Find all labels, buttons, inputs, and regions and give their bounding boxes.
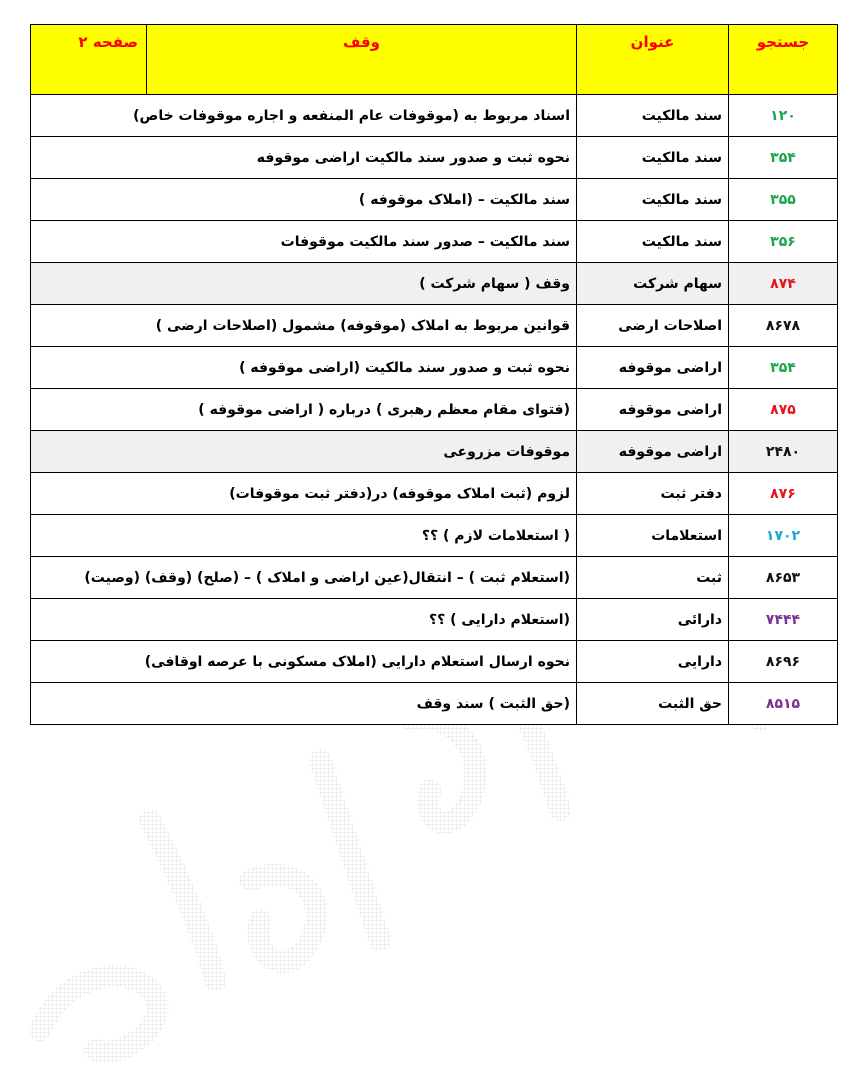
row-title: اصلاحات ارضی: [577, 305, 729, 347]
table-row: [31, 95, 838, 137]
row-title: دفتر ثبت: [577, 473, 729, 515]
header-page: صفحه ۲: [31, 25, 147, 95]
row-description: (استعلام ثبت ) – انتقال(عین اراضی و املاک ) – (صلح) (وقف) (وصیت): [31, 557, 577, 599]
table-row: [31, 179, 838, 221]
header-row: [31, 25, 838, 95]
row-title: اراضی موقوفه: [577, 431, 729, 473]
row-title: حق الثبت: [577, 683, 729, 725]
row-code: ۸۶۵۳: [729, 557, 838, 599]
row-description: لزوم (ثبت املاک موقوفه) در(دفتر ثبت موقوفات): [31, 473, 577, 515]
row-code: ۸۷۵: [729, 389, 838, 431]
row-description: نحوه ثبت و صدور سند مالکیت (اراضی موقوفه ): [31, 347, 577, 389]
table-row: [31, 473, 838, 515]
row-code: ۳۵۶: [729, 221, 838, 263]
table-row: [31, 683, 838, 725]
row-title: سند مالکیت: [577, 137, 729, 179]
row-code: ۱۲۰: [729, 95, 838, 137]
table-row: [31, 557, 838, 599]
row-description: (فتوای مقام معظم رهبری ) درباره ( اراضی موقوفه ): [31, 389, 577, 431]
row-title: دارایی: [577, 641, 729, 683]
row-code: ۳۵۵: [729, 179, 838, 221]
row-title: سند مالکیت: [577, 95, 729, 137]
row-code: ۲۴۸۰: [729, 431, 838, 473]
row-description: وقف ( سهام شرکت ): [31, 263, 577, 305]
index-table: [30, 24, 838, 725]
row-description: قوانین مربوط به املاک (موقوفه) مشمول (اصلاحات ارضی ): [31, 305, 577, 347]
row-description: ( استعلامات لازم ) ؟؟: [31, 515, 577, 557]
row-description: (استعلام دارایی ) ؟؟: [31, 599, 577, 641]
row-title: اراضی موقوفه: [577, 347, 729, 389]
table-row: [31, 263, 838, 305]
row-title: سند مالکیت: [577, 179, 729, 221]
table-row: [31, 431, 838, 473]
row-description: موقوفات مزروعی: [31, 431, 577, 473]
row-title: دارائی: [577, 599, 729, 641]
header-title: عنوان: [577, 25, 729, 95]
row-description: (حق الثبت ) سند وقف: [31, 683, 577, 725]
header-topic: وقف: [147, 25, 577, 95]
row-description: نحوه ارسال استعلام دارایی (املاک مسکونی با عرصه اوقافی): [31, 641, 577, 683]
row-code: ۷۴۴۴: [729, 599, 838, 641]
row-code: ۸۵۱۵: [729, 683, 838, 725]
row-title: استعلامات: [577, 515, 729, 557]
row-title: سهام شرکت: [577, 263, 729, 305]
row-code: ۳۵۴: [729, 347, 838, 389]
row-code: ۳۵۴: [729, 137, 838, 179]
row-code: ۸۷۶: [729, 473, 838, 515]
table-row: [31, 599, 838, 641]
table-row: [31, 137, 838, 179]
table-row: [31, 305, 838, 347]
row-description: سند مالکیت – (املاک موقوفه ): [31, 179, 577, 221]
row-description: اسناد مربوط به (موقوفات عام المنفعه و اجاره موقوفات خاص): [31, 95, 577, 137]
table-row: [31, 641, 838, 683]
header-search: جستجو: [729, 25, 838, 95]
row-code: ۸۶۹۶: [729, 641, 838, 683]
table-row: [31, 515, 838, 557]
table-row: [31, 221, 838, 263]
row-title: سند مالکیت: [577, 221, 729, 263]
table-row: [31, 347, 838, 389]
row-description: سند مالکیت – صدور سند مالکیت موقوفات: [31, 221, 577, 263]
row-title: ثبت: [577, 557, 729, 599]
row-code: ۸۶۷۸: [729, 305, 838, 347]
table-row: [31, 389, 838, 431]
row-code: ۱۷۰۲: [729, 515, 838, 557]
row-code: ۸۷۴: [729, 263, 838, 305]
row-description: نحوه ثبت و صدور سند مالکیت اراضی موقوفه: [31, 137, 577, 179]
row-title: اراضی موقوفه: [577, 389, 729, 431]
